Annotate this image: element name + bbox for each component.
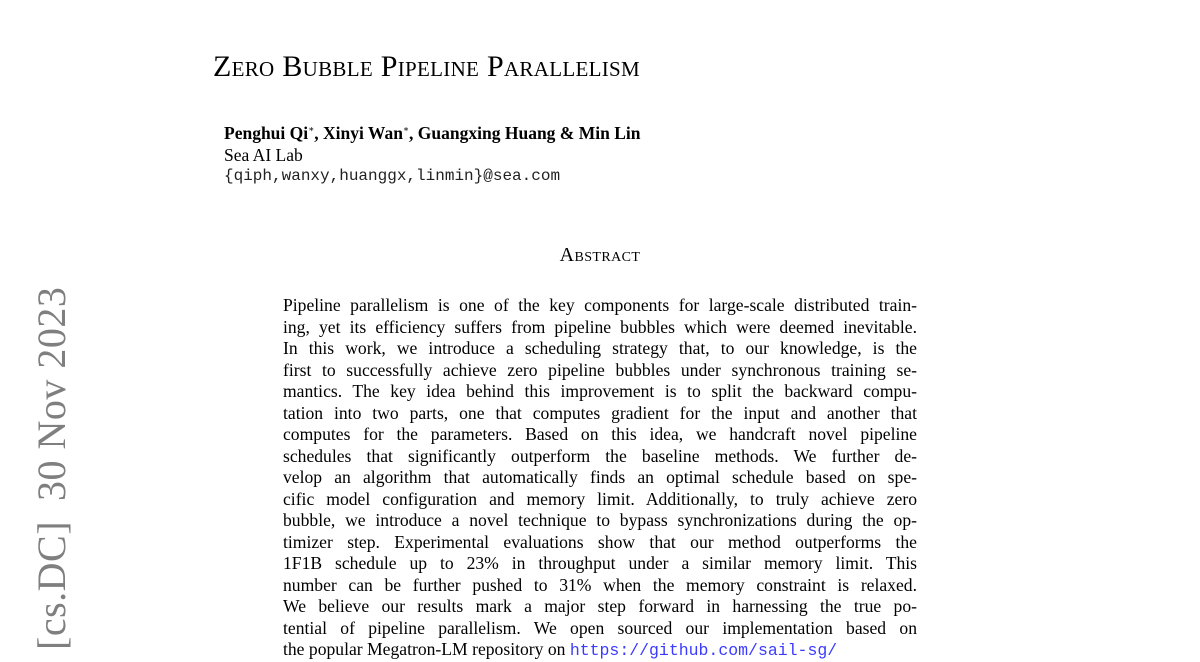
author-name: Penghui Qi	[224, 123, 309, 143]
abstract-line: velop an algorithm that automatically finds an optimal schedule based on spe-	[283, 467, 917, 487]
abstract-line: We believe our results mark a major step forward in harnessing the true po-	[283, 596, 917, 616]
arxiv-stamp-text	[28, 287, 75, 650]
abstract-line: first to successfully achieve zero pipeline bubbles under synchronous training se-	[283, 359, 917, 380]
abstract-line: Pipeline parallelism is one of the key components for large-scale distributed train-	[283, 295, 917, 315]
author-footnote-mark: ∗	[308, 124, 315, 134]
author-name: Xinyi Wan	[323, 123, 403, 143]
author-footnote-mark: ∗	[402, 124, 410, 134]
abstract-line: In this work, we introduce a scheduling strategy that, to our knowledge, is the	[283, 338, 917, 358]
affiliation: Sea AI Lab	[224, 145, 303, 165]
abstract-line: tential of pipeline parallelism. We open sourced our implementation based on	[283, 617, 917, 638]
author-name: Guangxing Huang & Min Lin	[417, 123, 641, 143]
author-list	[224, 123, 641, 144]
abstract-line: ing, yet its efficiency suffers from pipeline bubbles which were deemed inevitable.	[283, 316, 917, 337]
abstract-line-partial	[283, 639, 917, 661]
abstract-line: timizer step. Experimental evaluations show that our method outperforms the	[283, 531, 917, 552]
abstract-heading: Abstract	[559, 244, 641, 266]
arxiv-stamp	[28, 286, 88, 655]
abstract-line: computes for the parameters. Based on this idea, we handcraft novel pipeline	[283, 424, 917, 444]
abstract-line: tation into two parts, one that computes gradient for the input and another that	[283, 402, 917, 423]
abstract-line: cific model configuration and memory limit. Additionally, to truly achieve zero	[283, 488, 917, 509]
abstract-line: schedules that significantly outperform the baseline methods. We further de-	[283, 445, 917, 466]
author-separator: ,	[314, 123, 323, 143]
arxiv-date: 30 Nov 2023	[29, 286, 74, 501]
abstract-line: bubble, we introduce a novel technique to bypass synchronizations during the op-	[283, 510, 917, 530]
abstract-body	[283, 295, 917, 661]
repository-link[interactable]: https://github.com/sail-sg/	[569, 641, 838, 660]
abstract-partial-text: the popular Megatron-LM repository on	[283, 639, 570, 659]
paper-title: Zero Bubble Pipeline Parallelism	[213, 50, 640, 83]
abstract-line: 1F1B schedule up to 23% in throughput under a similar memory limit. This	[283, 553, 917, 573]
author-emails: {qiph,wanxy,huanggx,linmin}@sea.com	[224, 167, 561, 185]
arxiv-category: [cs.DC]	[29, 520, 74, 650]
abstract-line: mantics. The key idea behind this improvement is to split the backward compu-	[283, 381, 917, 401]
author-separator: ,	[409, 123, 418, 143]
abstract-line: number can be further pushed to 31% when the memory constraint is relaxed.	[283, 574, 917, 595]
